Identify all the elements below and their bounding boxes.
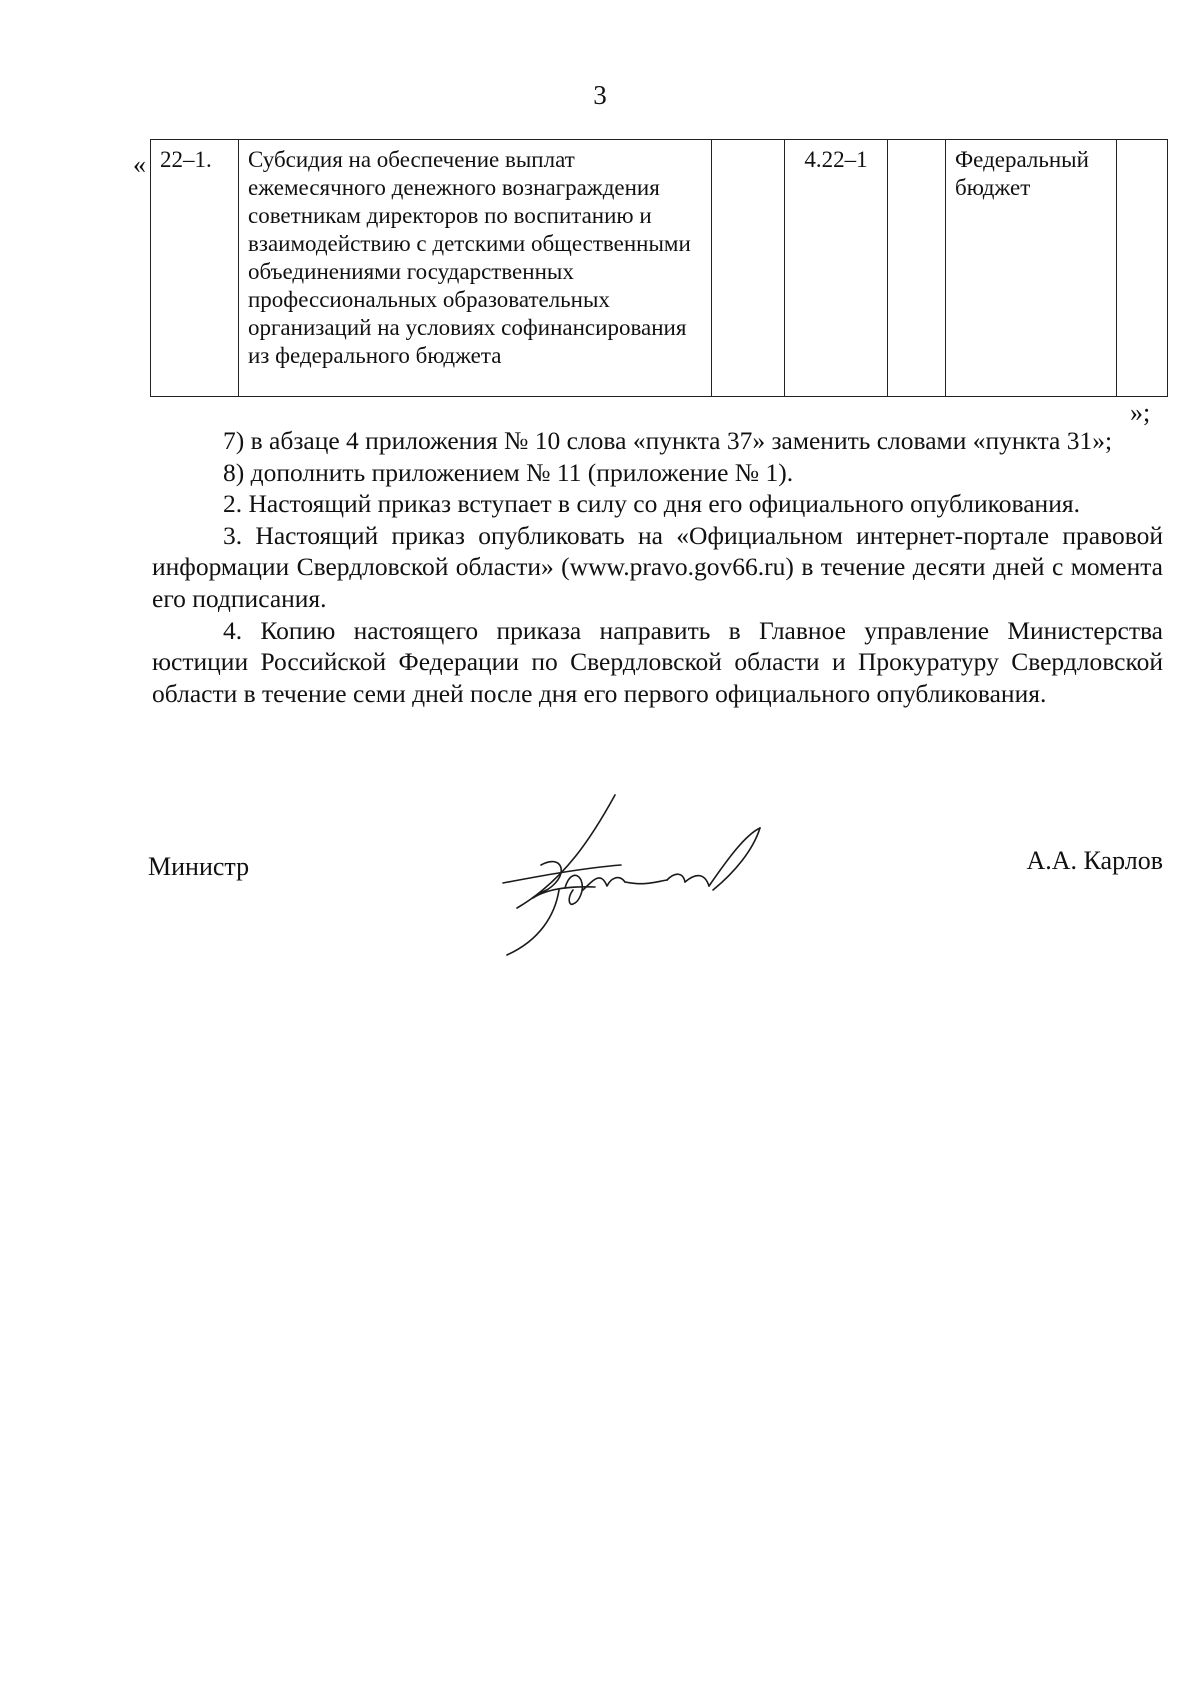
paragraph-4: 4. Копию настоящего приказа направить в Главное управление Министерства юстиции Российской Федерации по Свердловской области и Прокуратуру Свердловской области в течение семи дней после дня его первого официального опубликования. bbox=[152, 615, 1163, 708]
paragraph-item-7: 7) в абзаце 4 приложения № 10 слова «пункта 37» заменить словами «пункта 31»; bbox=[223, 426, 1113, 455]
paragraph-2: 2. Настоящий приказ вступает в силу со дня его официального опубликования. bbox=[223, 489, 1080, 519]
row-name-cell: Субсидия на обеспечение выплат ежемесячного денежного вознаграждения советникам директоров по воспитанию и взаимодействию с детскими общественными объединениями государственных профессиональных образовательных организаций на условиях софинансирования из федерального бюджета bbox=[239, 140, 712, 397]
row-code-cell: 4.22–1 bbox=[785, 140, 888, 397]
row-source-cell: Федеральный бюджет bbox=[946, 140, 1117, 397]
table-close-quote: »; bbox=[1130, 398, 1151, 427]
page-number: 3 bbox=[593, 80, 607, 110]
table-open-quote: « bbox=[133, 150, 146, 179]
signature-block bbox=[0, 790, 1200, 990]
body-text bbox=[152, 425, 1163, 709]
table-row bbox=[151, 140, 1168, 397]
subsidy-table bbox=[150, 139, 1168, 397]
row-empty-cell-7 bbox=[1117, 140, 1168, 397]
row-empty-cell-3 bbox=[712, 140, 785, 397]
signatory-name: А.А. Карлов bbox=[1026, 846, 1163, 875]
handwritten-signature bbox=[495, 790, 795, 960]
row-empty-cell-5 bbox=[888, 140, 946, 397]
row-number-cell: 22–1. bbox=[151, 140, 239, 397]
signatory-title: Министр bbox=[148, 852, 250, 881]
paragraph-3: 3. Настоящий приказ опубликовать на «Официальном интернет-портале правовой информации Свердловской области» (www.pravo.gov66.ru) в течение десяти дней с момента его подписания. bbox=[152, 520, 1163, 613]
paragraph-item-8: 8) дополнить приложением № 11 (приложение № 1). bbox=[223, 457, 794, 487]
